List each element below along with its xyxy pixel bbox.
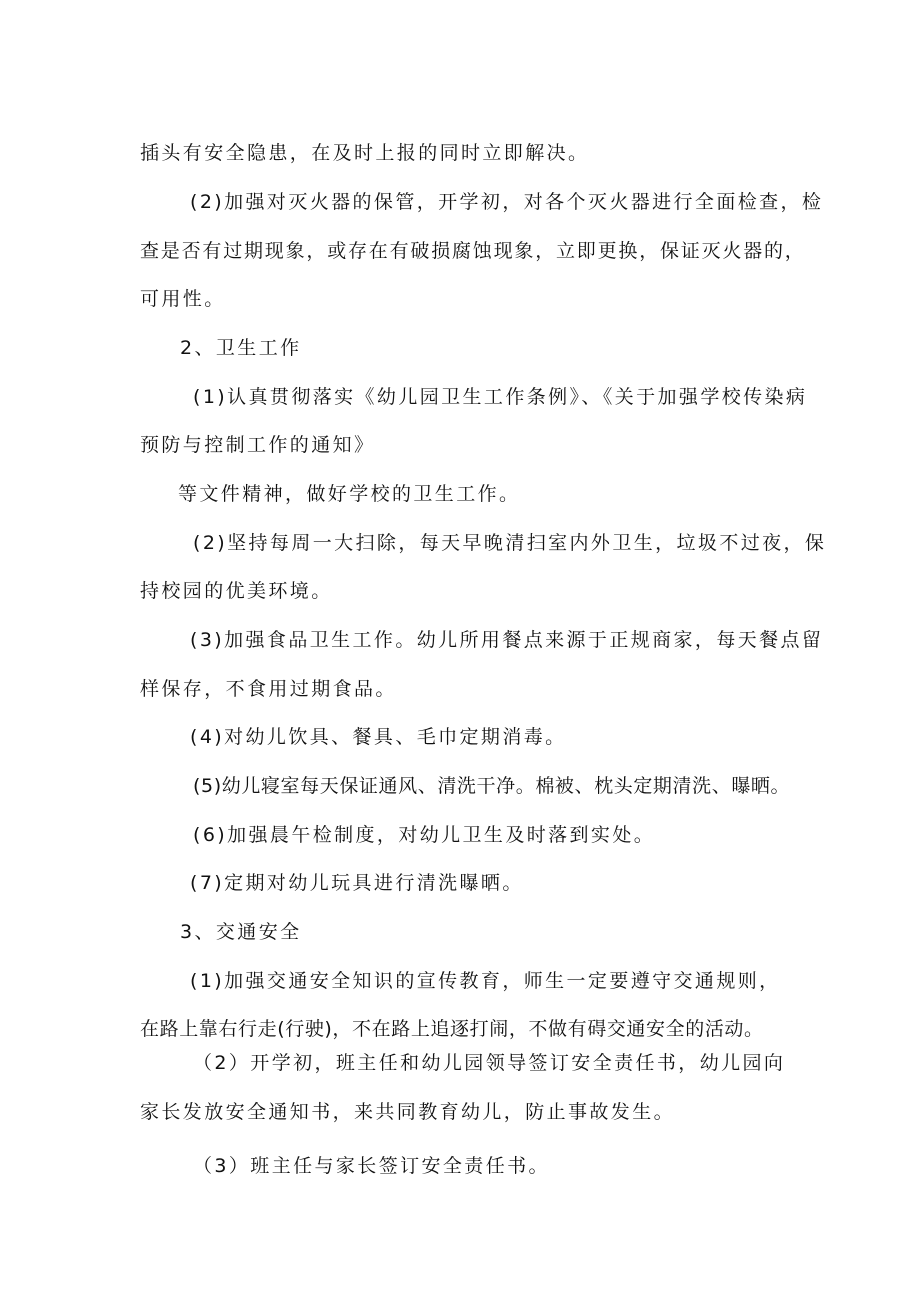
- text-line-21: 家长发放安全通知书，来共同教育幼儿，防止事故发生。: [140, 1101, 676, 1123]
- text-line-3: 查是否有过期现象，或存在有破损腐蚀现象，立即更换，保证灭火器的，: [140, 240, 806, 262]
- text-line-15: (6)加强晨午检制度，对幼儿卫生及时落到实处。: [193, 824, 656, 846]
- text-line-7: 预防与控制工作的通知》: [140, 434, 376, 456]
- text-line-6: (1)认真贯彻落实《幼儿园卫生工作条例》、《关于加强学校传染病: [193, 386, 808, 408]
- section-heading-traffic: 3、交通安全: [180, 921, 302, 943]
- text-line-22: （3）班主任与家长签订安全责任书。: [193, 1155, 550, 1177]
- text-line-11: (3)加强食品卫生工作。幼儿所用餐点来源于正规商家，每天餐点留: [190, 629, 824, 651]
- text-line-4: 可用性。: [140, 288, 226, 310]
- text-line-14: (5)幼儿寝室每天保证通风、清洗干净。棉被、枕头定期清洗、曝晒。: [193, 775, 791, 797]
- text-line-19: 在路上靠右行走(行驶)，不在路上追逐打闹，不做有碍交通安全的活动。: [140, 1018, 764, 1040]
- text-line-1: 插头有安全隐患，在及时上报的同时立即解决。: [140, 142, 590, 164]
- text-line-20: （2）开学初，班主任和幼儿园领导签订安全责任书，幼儿园向: [193, 1052, 786, 1074]
- text-line-8: 等文件精神，做好学校的卫生工作。: [178, 483, 521, 505]
- text-line-16: (7)定期对幼儿玩具进行清洗曝晒。: [190, 872, 524, 894]
- text-line-13: (4)对幼儿饮具、餐具、毛巾定期消毒。: [190, 726, 567, 748]
- text-line-9: (2)坚持每周一大扫除，每天早晚清扫室内外卫生，垃圾不过夜，保: [193, 532, 827, 554]
- text-line-18: (1)加强交通安全知识的宣传教育，师生一定要遵守交通规则，: [190, 970, 781, 992]
- section-heading-hygiene: 2、卫生工作: [180, 337, 302, 359]
- text-line-10: 持校园的优美环境。: [140, 580, 333, 602]
- text-line-2: (2)加强对灭火器的保管，开学初，对各个灭火器进行全面检查，检: [190, 191, 824, 213]
- text-line-12: 样保存，不食用过期食品。: [140, 678, 397, 700]
